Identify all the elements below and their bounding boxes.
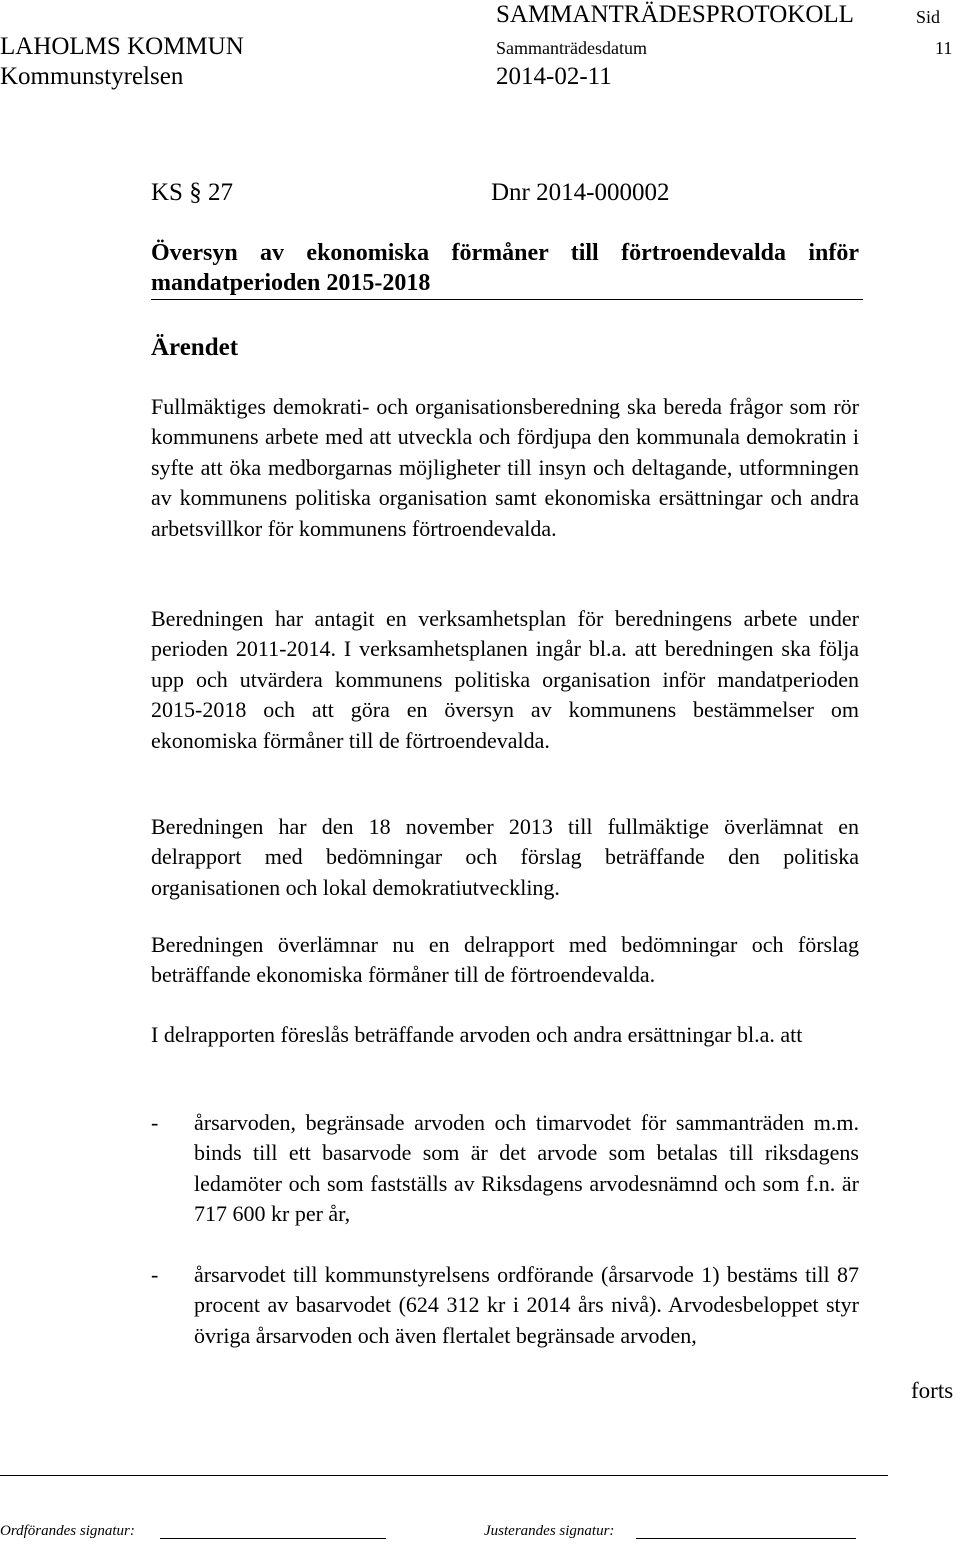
chair-signature-line [160, 1538, 386, 1539]
municipality-name: LAHOLMS KOMMUN [0, 33, 244, 60]
bullet-dash: - [151, 1110, 159, 1135]
continuation-marker: forts [911, 1378, 954, 1403]
case-title-line-1: Översyn av ekonomiska förmåner till förtroendevalda inför [151, 240, 859, 266]
paragraph-5: I delrapporten föreslås beträffande arvoden och andra ersättningar bl.a. att [151, 1022, 803, 1047]
page-number: 11 [935, 38, 953, 58]
footer-divider [0, 1475, 888, 1476]
case-dnr: Dnr 2014-000002 [491, 179, 670, 206]
case-id: KS § 27 [151, 179, 233, 206]
adjuster-signature-label: Justerandes signatur: [484, 1523, 615, 1539]
meeting-date: 2014-02-11 [496, 63, 612, 90]
date-label: Sammanträdesdatum [496, 38, 647, 58]
board-name: Kommunstyrelsen [0, 63, 184, 90]
bullet-dash: - [151, 1262, 159, 1287]
protocol-title: SAMMANTRÄDESPROTOKOLL [496, 1, 854, 28]
chair-signature-label: Ordförandes signatur: [0, 1523, 135, 1539]
paragraph-3: Beredningen har den 18 november 2013 till fullmäktige överlämnat en delrapport med bedömningar och förslag beträffande den politiska organisationen och lokal demokratiutveckling. [151, 814, 859, 900]
bullet-text: årsarvodet till kommunstyrelsens ordförande (årsarvode 1) bestäms till 87 procent av basarvodet (624 312 kr i 2014 års nivå). Arvodesbeloppet styr övriga årsarvoden och även flertalet begränsade arvoden, [194, 1262, 859, 1348]
section-heading: Ärendet [151, 334, 239, 361]
adjuster-signature-line [636, 1538, 856, 1539]
case-title-line-2: mandatperioden 2015-2018 [151, 270, 431, 296]
paragraph-4: Beredningen överlämnar nu en delrapport med bedömningar och förslag beträffande ekonomiska förmåner till de förtroendevalda. [151, 932, 859, 988]
title-underline [151, 299, 863, 300]
paragraph-1: Fullmäktiges demokrati- och organisationsberedning ska bereda frågor som rör kommunens arbete med att utveckla och fördjupa den kommunala demokratin i syfte att öka medborgarnas möjligheter till insyn och deltagande, utformningen av kommunens politiska organisation samt ekonomiska ersättningar och andra arbetsvillkor för kommunens förtroendevalda. [151, 394, 859, 541]
page-label: Sid [916, 7, 941, 27]
bullet-text: årsarvoden, begränsade arvoden och timarvodet för sammanträden m.m. binds till ett basarvode som är det arvode som betalas till riksdagens ledamöter och som fastställs av Riksdagens arvodesnämnd och som f.n. är 717 600 kr per år, [194, 1110, 859, 1227]
paragraph-2: Beredningen har antagit en verksamhetsplan för beredningens arbete under perioden 2011-2014. I verksamhetsplanen ingår bl.a. att beredningen ska följa upp och utvärdera kommunens politiska organisation inför mandatperioden 2015-2018 och att göra en översyn av kommunens bestämmelser om ekonomiska förmåner till de förtroendevalda. [151, 606, 859, 753]
